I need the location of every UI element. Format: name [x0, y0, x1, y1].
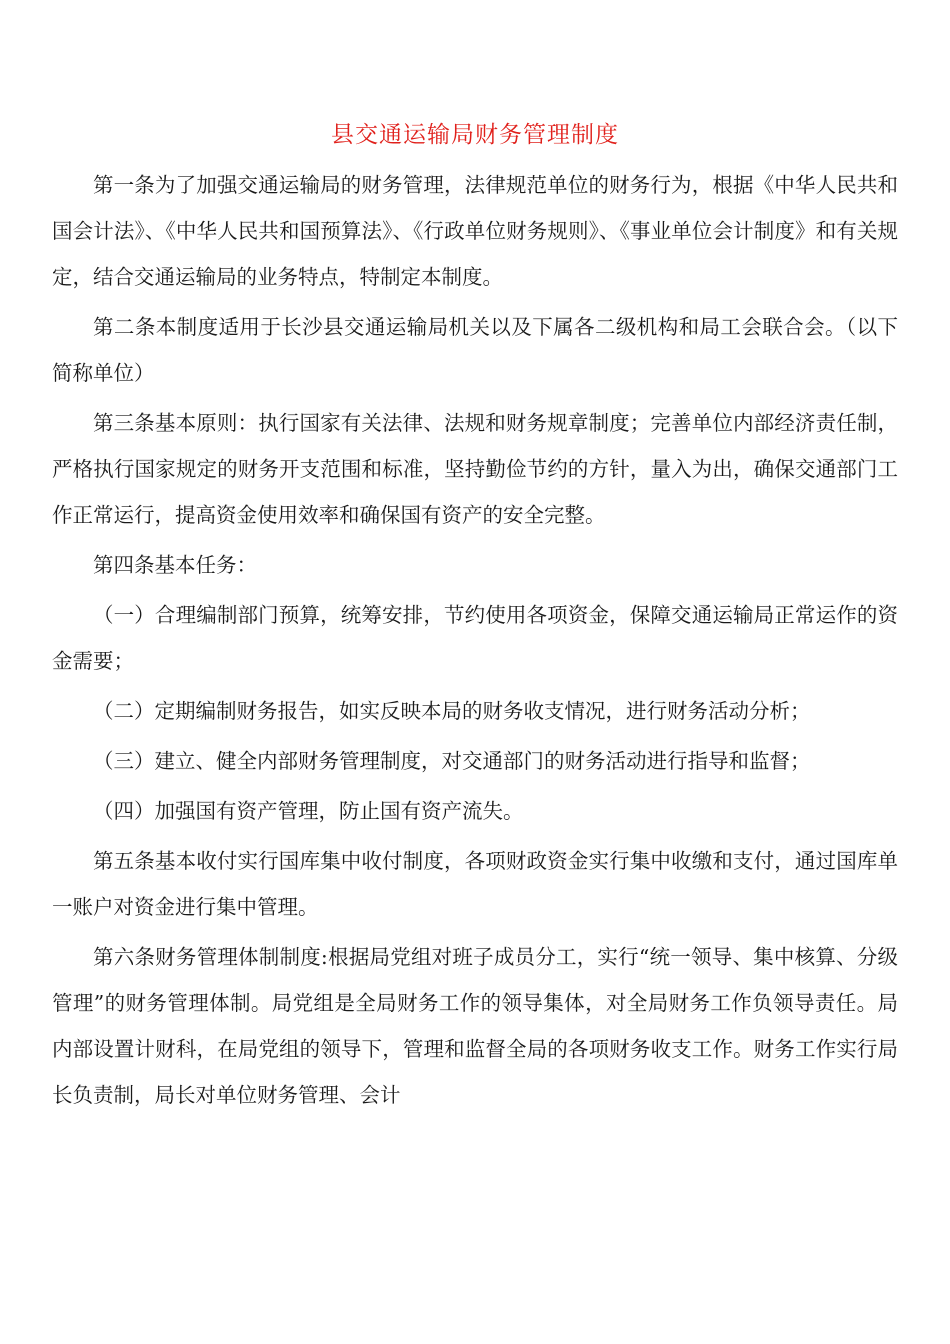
paragraph-article-6: 第六条财务管理体制制度:根据局党组对班子成员分工，实行“统一领导、集中核算、分级管理”的财务管理体制。局党组是全局财务工作的领导集体，对全局财务工作负领导责任。局内部设置计财科，在局党组的领导下，管理和监督全局的各项财务收支工作。财务工作实行局长负责制，局长对单位财务管理、会计 — [52, 945, 898, 1107]
paragraph-article-4: 第四条基本任务： — [93, 553, 257, 577]
paragraph-article-2: 第二条本制度适用于长沙县交通运输局机关以及下属各二级机构和局工会联合会。（以下简称单位） — [52, 315, 898, 385]
document-title: 县交通运输局财务管理制度 — [331, 122, 619, 148]
document-body — [52, 162, 898, 1122]
list-item-task-2: （二）定期编制财务报告，如实反映本局的财务收支情况，进行财务活动分析； — [93, 699, 811, 723]
paragraph-article-5: 第五条基本收付实行国库集中收付制度，各项财政资金实行集中收缴和支付，通过国库单一账户对资金进行集中管理。 — [52, 849, 898, 919]
paragraph-article-1: 第一条为了加强交通运输局的财务管理，法律规范单位的财务行为，根据《中华人民共和国会计法》、《中华人民共和国预算法》、《行政单位财务规则》、《事业单位会计制度》和有关规定，结合交通运输局的业务特点，特制定本制度。 — [52, 173, 898, 289]
list-item-task-3: （三）建立、健全内部财务管理制度，对交通部门的财务活动进行指导和监督； — [93, 749, 811, 773]
list-item-task-1: （一）合理编制部门预算，统筹安排，节约使用各项资金，保障交通运输局正常运作的资金需要； — [52, 603, 898, 673]
list-item-task-4: （四）加强国有资产管理，防止国有资产流失。 — [93, 799, 524, 823]
paragraph-article-3: 第三条基本原则：执行国家有关法律、法规和财务规章制度；完善单位内部经济责任制，严格执行国家规定的财务开支范围和标准，坚持勤俭节约的方针，量入为出，确保交通部门工作正常运行，提高资金使用效率和确保国有资产的安全完整。 — [52, 411, 898, 527]
